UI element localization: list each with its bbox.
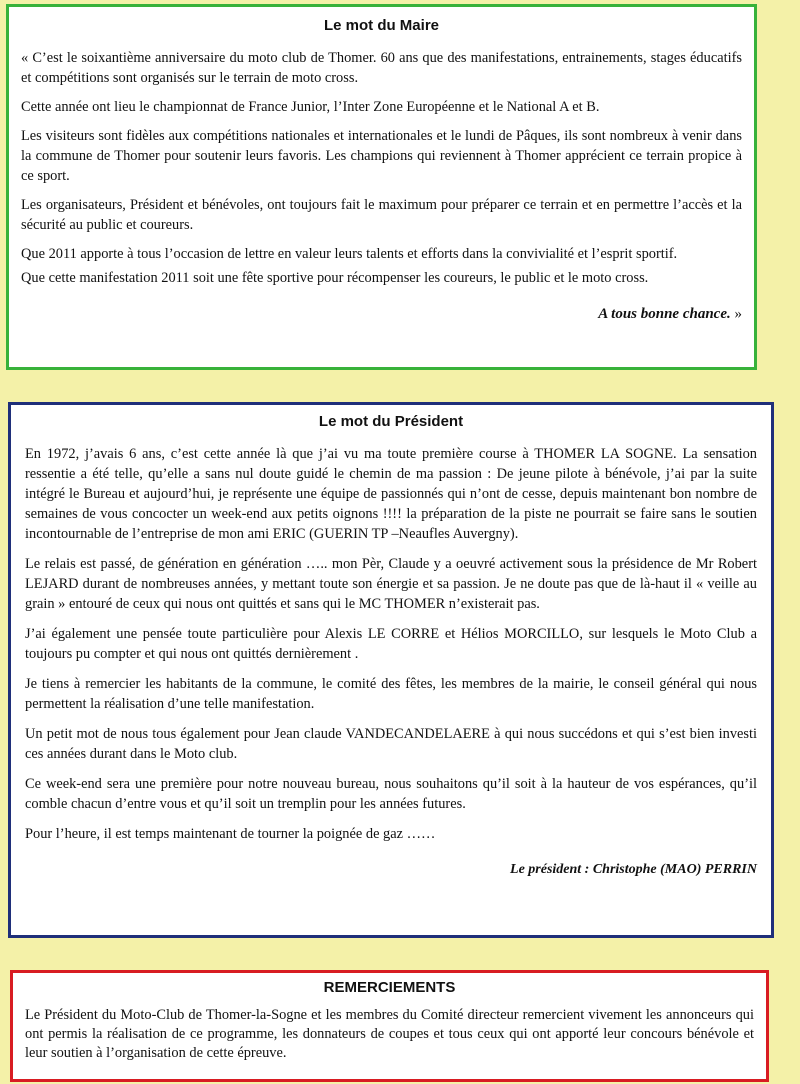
mayor-closing-quote: » bbox=[734, 306, 742, 322]
mayor-paragraph: « C’est le soixantième anniversaire du moto club de Thomer. 60 ans que des manifestations, entrainements, stages éducatifs et compétitions sont organisés sur le terrain de moto cross. bbox=[21, 50, 742, 86]
mayor-paragraph: Que cette manifestation 2011 soit une fête sportive pour récompenser les coureurs, le public et le moto cross. bbox=[21, 270, 649, 286]
president-paragraph: En 1972, j’avais 6 ans, c’est cette année là que j’ai vu ma toute première course à THOMER LA SOGNE. La sensation ressentie a été telle, qu’elle a sans nul doute guidé le chemin de ma passion : De jeune pilote à bénévole, j’ai par la suite intégré le Bureau et aujourd’hui, je représente une équipe de passionnés qui n’ont de cesse, depuis maintenant bon nombre de semaines de vous concocter un week-end aux petits oignons !!!! la préparation de la piste ne pourrait se faire sans le soutien incontournable de l’entreprise de mon ami ERIC (GUERIN TP –Neaufles Auvergny). bbox=[25, 446, 757, 542]
mayor-message-title: Le mot du Maire bbox=[323, 17, 439, 34]
acknowledgements-text: Le Président du Moto-Club de Thomer-la-Sogne et les membres du Comité directeur remercient vivement les annonceurs qui ont permis la réalisation de ce programme, les donnateurs de coupes et tous ceux qui ont apporté leur concours bénévole et leur soutien à l’organisation de cette épreuve. bbox=[25, 1007, 754, 1061]
president-message-title: Le mot du Président bbox=[318, 413, 464, 430]
mayor-message-box bbox=[6, 4, 757, 370]
mayor-closing-text: A tous bonne chance. bbox=[598, 306, 731, 322]
president-paragraph: Le relais est passé, de génération en génération ….. mon Pèr, Claude y a oeuvré activement sous la présidence de Mr Robert LEJARD durant de nombreuses années, y mettant toute son énergie et sa passion. Je ne doute pas que de là-haut il « veille au grain » entouré de ceux qui nous ont quittés et sans qui le MC THOMER n’existerait pas. bbox=[25, 556, 757, 612]
president-message-box bbox=[8, 402, 774, 938]
president-paragraph: Un petit mot de nous tous également pour Jean claude VANDECANDELAERE à qui nous succédons et qui s’est bien investi ces années durant dans le Moto club. bbox=[25, 726, 757, 762]
acknowledgements-box bbox=[10, 970, 769, 1082]
mayor-paragraph: Les visiteurs sont fidèles aux compétitions nationales et internationales et le lundi de Pâques, ils sont nombreux à venir dans la commune de Thomer pour soutenir leurs favoris. Les champions qui reviennent à Thomer apprécient ce terrain propice à ce sport. bbox=[21, 128, 742, 184]
president-paragraph: Je tiens à remercier les habitants de la commune, le comité des fêtes, les membres de la mairie, le conseil général qui nous permettent la réalisation d’une telle manifestation. bbox=[25, 676, 757, 712]
mayor-paragraph: Les organisateurs, Président et bénévoles, ont toujours fait le maximum pour préparer ce terrain et en permettre l’accès et la sécurité au public et coureurs. bbox=[21, 197, 742, 233]
mayor-paragraph: Que 2011 apporte à tous l’occasion de lettre en valeur leurs talents et efforts dans la convivialité et l’esprit sportif. bbox=[21, 246, 678, 262]
president-paragraph: J’ai également une pensée toute particulière pour Alexis LE CORRE et Hélios MORCILLO, sur lesquels le Moto Club a toujours pu compter et qui nous ont quittés dernièrement . bbox=[25, 626, 757, 662]
president-paragraph: Pour l’heure, il est temps maintenant de tourner la poignée de gaz …… bbox=[25, 826, 436, 842]
president-paragraph: Ce week-end sera une première pour notre nouveau bureau, nous souhaitons qu’il soit à la hauteur de vos espérances, qu’il comble chacun d’entre vous et qu’il soit un tremplin pour les années futures. bbox=[25, 776, 757, 812]
acknowledgements-title: REMERCIEMENTS bbox=[323, 979, 456, 996]
mayor-closing bbox=[21, 306, 742, 323]
president-signature: Le président : Christophe (MAO) PERRIN bbox=[510, 862, 757, 877]
mayor-paragraph: Cette année ont lieu le championnat de France Junior, l’Inter Zone Européenne et le National A et B. bbox=[21, 99, 600, 115]
